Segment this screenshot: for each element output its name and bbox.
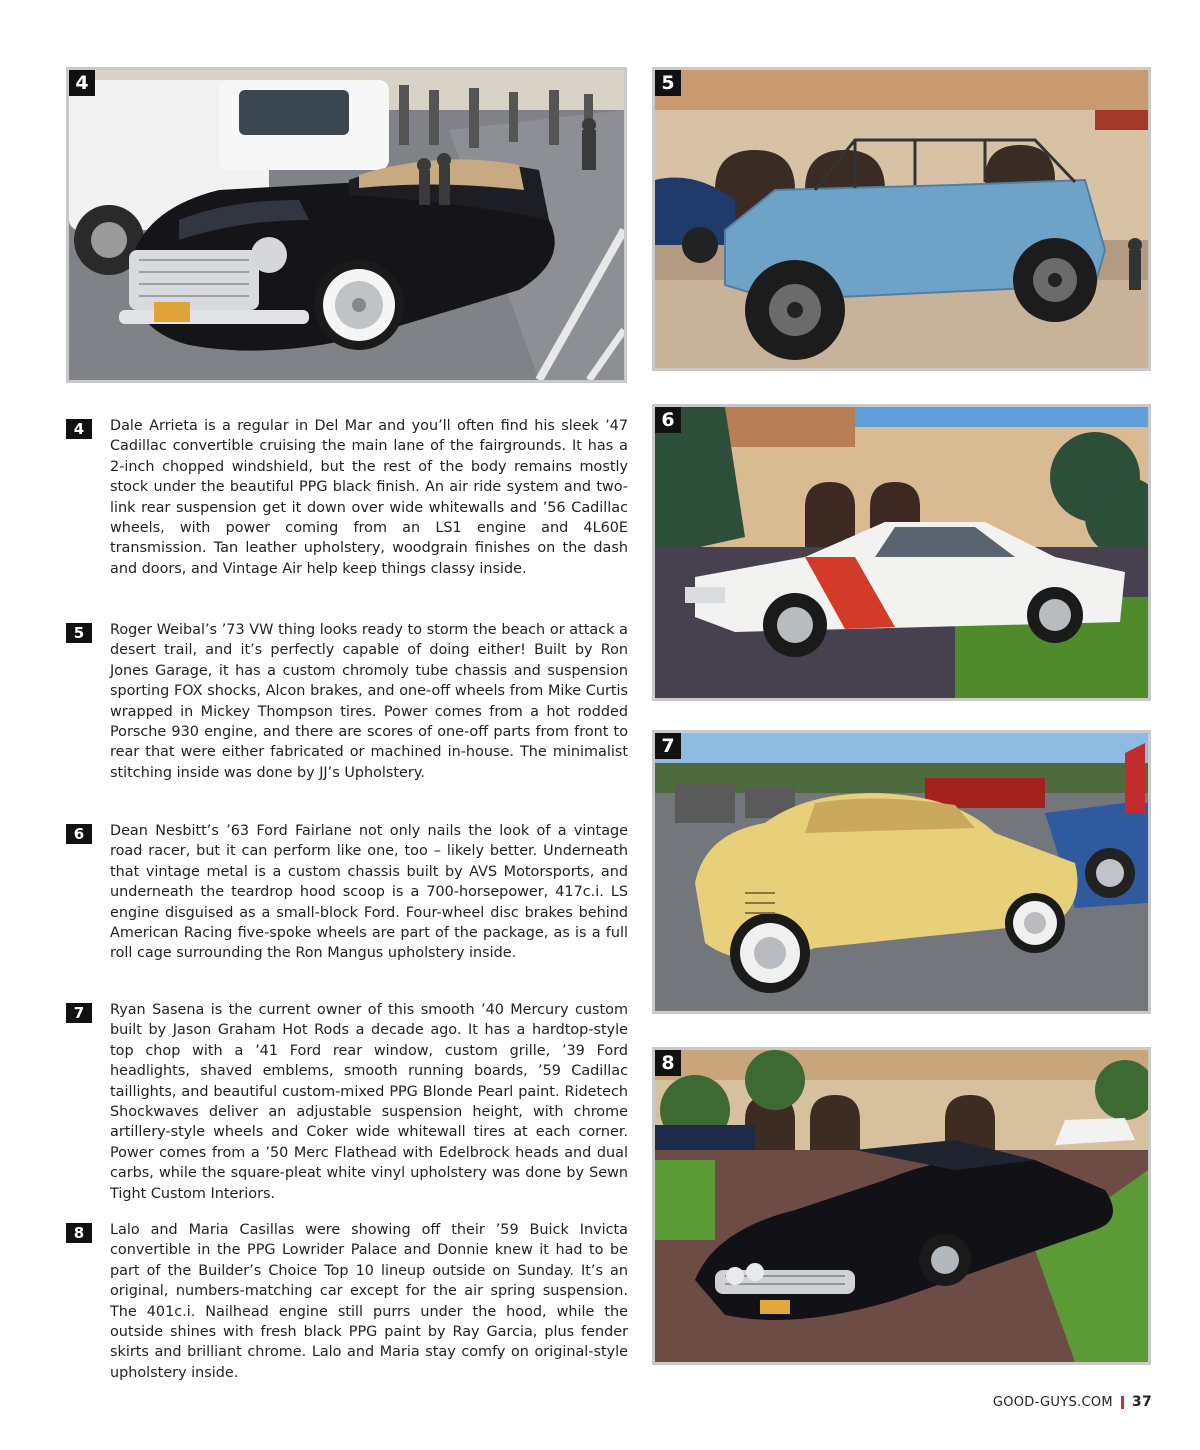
site-url: GOOD-GUYS.COM xyxy=(992,1394,1113,1410)
caption-7 xyxy=(66,1000,628,1204)
caption-8 xyxy=(66,1220,628,1383)
photo-5-image xyxy=(655,70,1148,368)
caption-number-badge: 7 xyxy=(66,1003,92,1023)
photo-6 xyxy=(652,404,1151,701)
photo-6-image xyxy=(655,407,1148,698)
caption-text: Roger Weibal’s ’73 VW thing looks ready to storm the beach or attack a desert trail, and it’s perfectly capable of doing either! Built by Ron Jones Garage, it has a custom chromoly tube chassis and suspension sporting FOX shocks, Alcon brakes, and one-off wheels from Mike Curtis wrapped in Mickey Thompson tires. Power comes from a hot rodded Porsche 930 engine, and there are scores of one-off parts from front to rear that were either fabricated or machined in-house. The minimalist stitching inside was done by JJ’s Upholstery. xyxy=(110,622,628,781)
caption-6 xyxy=(66,821,628,964)
photo-number-badge: 7 xyxy=(655,733,681,759)
caption-4 xyxy=(66,416,628,579)
page-number: 37 xyxy=(1131,1394,1152,1410)
photo-number-badge: 8 xyxy=(655,1050,681,1076)
photo-5 xyxy=(652,67,1151,371)
photo-number-badge: 5 xyxy=(655,70,681,96)
caption-text: Dean Nesbitt’s ’63 Ford Fairlane not only nails the look of a vintage road racer, but it can perform like one, too – likely better. Underneath that vintage metal is a custom chassis built by AVS Motorsports, and underneath the teardrop hood scoop is a 700-horsepower, 417c.i. LS engine disguised as a small-block Ford. Four-wheel disc brakes behind American Racing five-spoke wheels are part of the package, as is a full roll cage surrounding the Ron Mangus upholstery inside. xyxy=(110,823,628,962)
photo-7 xyxy=(652,730,1151,1014)
caption-text: Dale Arrieta is a regular in Del Mar and you’ll often find his sleek ’47 Cadillac convertible cruising the main lane of the fairgrounds. It has a 2-inch chopped windshield, but the rest of the body remains mostly stock under the beautiful PPG black finish. An air ride system and two-link rear suspension get it down over wide whitewalls and ’56 Cadillac wheels, with power coming from an LS1 engine and 4L60E transmission. Tan leather upholstery, woodgrain finishes on the dash and doors, and Vintage Air help keep things classy inside. xyxy=(110,418,628,577)
caption-5 xyxy=(66,620,628,783)
caption-number-badge: 4 xyxy=(66,419,92,439)
photo-8-image xyxy=(655,1050,1148,1362)
page-footer xyxy=(993,1394,1152,1410)
photo-7-image xyxy=(655,733,1148,1011)
caption-number-badge: 8 xyxy=(66,1223,92,1243)
caption-text: Lalo and Maria Casillas were showing off their ’59 Buick Invicta convertible in the PPG Lowrider Palace and Donnie knew it had to be part of the Builder’s Choice Top 10 lineup outside on Sunday. It’s an original, numbers-matching car except for the air spring suspension. The 401c.i. Nailhead engine still purrs under the hood, while the outside shines with fresh black PPG paint by Ray Garcia, plus fender skirts and brilliant chrome. Lalo and Maria stay comfy on original-style upholstery inside. xyxy=(110,1222,628,1381)
photo-4-image xyxy=(69,70,624,380)
caption-number-badge: 5 xyxy=(66,623,92,643)
caption-number-badge: 6 xyxy=(66,824,92,844)
photo-number-badge: 4 xyxy=(69,70,95,96)
footer-divider xyxy=(1121,1396,1124,1409)
photo-8 xyxy=(652,1047,1151,1365)
caption-text: Ryan Sasena is the current owner of this smooth ’40 Mercury custom built by Jason Graham Hot Rods a decade ago. It has a hardtop-style top chop with a ’41 Ford rear window, custom grille, ’39 Ford headlights, shaved emblems, smooth running boards, ’59 Cadillac taillights, and beautiful custom-mixed PPG Blonde Pearl paint. Ridetech Shockwaves deliver an adjustable suspension height, with chrome artillery-style wheels and Coker wide whitewall tires at each corner. Power comes from a ’50 Merc Flathead with Edelbrock heads and dual carbs, while the square-pleat white vinyl upholstery was done by Sewn Tight Custom Interiors. xyxy=(110,1002,628,1202)
photo-number-badge: 6 xyxy=(655,407,681,433)
photo-4 xyxy=(66,67,627,383)
